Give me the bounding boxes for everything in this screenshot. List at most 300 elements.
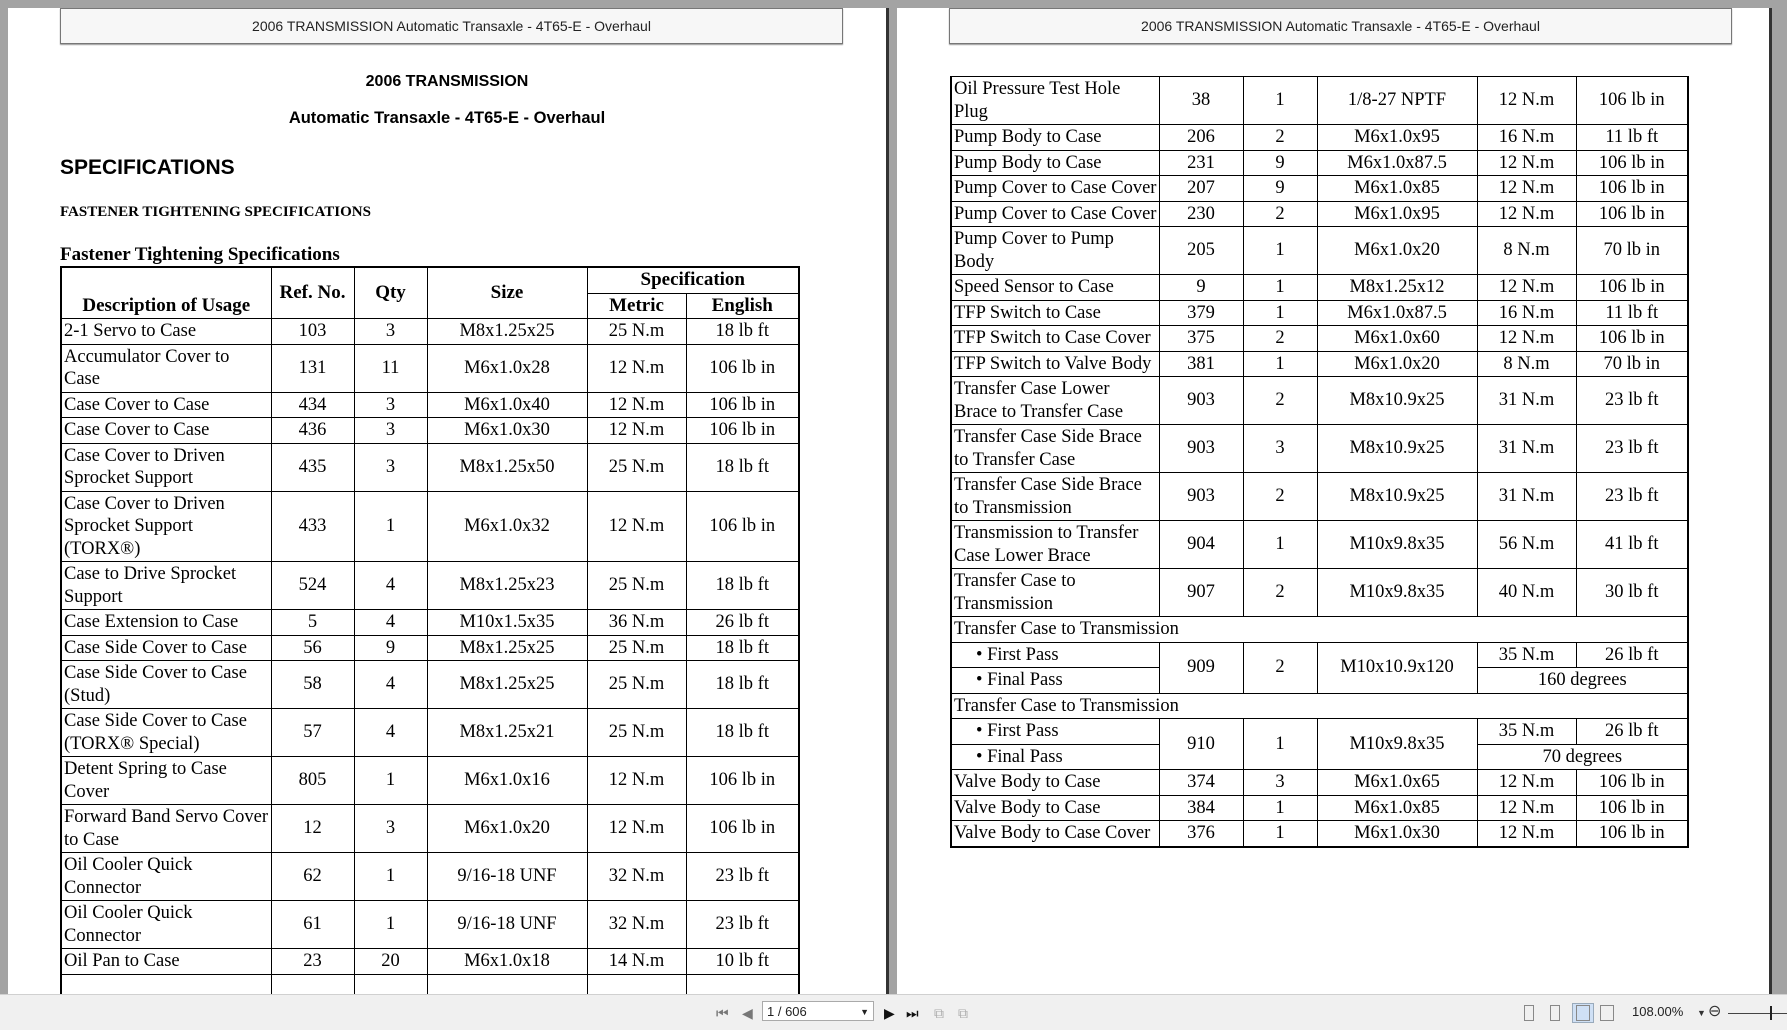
- cell-description: Valve Body to Case Cover: [951, 821, 1159, 847]
- cell-english: 106 lb in: [1576, 201, 1688, 227]
- cell-description: TFP Switch to Case Cover: [951, 326, 1159, 352]
- cell-size: 9/16-18 UNF: [427, 901, 587, 949]
- cell-qty: 3: [354, 319, 427, 345]
- col-specification: Specification: [587, 267, 799, 293]
- cell-metric: 8 N.m: [1477, 227, 1576, 275]
- cell-qty: 3: [354, 392, 427, 418]
- previous-page-icon[interactable]: ◀: [742, 1005, 753, 1021]
- cell-english: 23 lb ft: [686, 853, 799, 901]
- cell-metric: 12 N.m: [1477, 275, 1576, 301]
- cell-size: M8x1.25x25: [427, 661, 587, 709]
- cell-english: 106 lb in: [1576, 821, 1688, 847]
- table-row: [951, 521, 1688, 569]
- table-row: [951, 795, 1688, 821]
- cell-qty: 1: [1243, 821, 1317, 847]
- rotate-counterclockwise-icon[interactable]: ⧉: [934, 1005, 944, 1021]
- cell-ref-no: 909: [1159, 642, 1243, 693]
- cell-qty: 3: [354, 443, 427, 491]
- pass-label: • Final Pass: [951, 668, 1159, 694]
- cell-metric: 31 N.m: [1477, 425, 1576, 473]
- cell-size: M8x10.9x25: [1317, 377, 1477, 425]
- cell-size: M10x9.8x35: [1317, 719, 1477, 770]
- table-row: [951, 227, 1688, 275]
- cell-description: Case Cover to Case: [61, 418, 271, 444]
- cell-ref-no: 379: [1159, 300, 1243, 326]
- cell-metric: 12 N.m: [1477, 77, 1576, 125]
- cell-description: 2-1 Servo to Case: [61, 319, 271, 345]
- table-row: [951, 275, 1688, 301]
- cell-ref-no: 903: [1159, 425, 1243, 473]
- cell-english: 11 lb ft: [1576, 125, 1688, 151]
- table-row: [951, 176, 1688, 202]
- cell-size: M6x1.0x60: [1317, 326, 1477, 352]
- cell-qty: 2: [1243, 377, 1317, 425]
- cell-size: M8x1.25x25: [427, 319, 587, 345]
- cell-metric: 25 N.m: [587, 709, 686, 757]
- cell-english: 18 lb ft: [686, 319, 799, 345]
- pdf-page-right: [897, 8, 1772, 994]
- cell-description: Valve Body to Case: [951, 795, 1159, 821]
- bullet-icon: •: [976, 670, 988, 690]
- cell-description: Transmission to Transfer Case Lower Brace: [951, 521, 1159, 569]
- table-row: [951, 770, 1688, 796]
- last-page-icon[interactable]: ⏭: [906, 1005, 919, 1021]
- table-row: [61, 949, 799, 975]
- table-row: [61, 757, 799, 805]
- cell-ref-no: 374: [1159, 770, 1243, 796]
- cell-metric: 56 N.m: [1477, 521, 1576, 569]
- pass-label: • First Pass: [951, 642, 1159, 668]
- table-row: [951, 569, 1688, 617]
- group-heading: Transfer Case to Transmission: [951, 693, 1688, 719]
- rotate-clockwise-icon[interactable]: ⧉: [958, 1005, 968, 1021]
- cell-description: Case Cover to Case: [61, 392, 271, 418]
- table-row: [61, 805, 799, 853]
- cell-qty: 9: [1243, 150, 1317, 176]
- cell-qty: 11: [354, 344, 427, 392]
- cell-size: M10x1.5x35: [427, 610, 587, 636]
- cell-size: M6x1.0x65: [1317, 770, 1477, 796]
- fastener-spec-table-continued: [950, 76, 1689, 848]
- cell-metric: 12 N.m: [1477, 821, 1576, 847]
- pass-label: • Final Pass: [951, 744, 1159, 770]
- cell-english: 70 lb in: [1576, 351, 1688, 377]
- cell-qty: 3: [1243, 425, 1317, 473]
- cell-qty: 1: [354, 491, 427, 562]
- table-row: [951, 425, 1688, 473]
- cell-description: Pump Cover to Pump Body: [951, 227, 1159, 275]
- col-ref: Ref. No.: [271, 267, 354, 319]
- cell-size: M6x1.0x40: [427, 392, 587, 418]
- cell-metric: 35 N.m: [1477, 719, 1576, 745]
- cell-metric: 36 N.m: [587, 610, 686, 636]
- cell-english: 106 lb in: [1576, 795, 1688, 821]
- cell-size: M6x1.0x16: [427, 757, 587, 805]
- cell-english: 70 lb in: [1576, 227, 1688, 275]
- table-row: [951, 351, 1688, 377]
- table-row: [951, 125, 1688, 151]
- cell-qty: 2: [1243, 125, 1317, 151]
- group-row: [951, 617, 1688, 643]
- cell-qty: 20: [354, 949, 427, 975]
- table-row: [951, 300, 1688, 326]
- cell-ref-no: 231: [1159, 150, 1243, 176]
- cell-metric: [587, 974, 686, 994]
- table-row: [61, 853, 799, 901]
- cell-qty: 3: [354, 418, 427, 444]
- table-row: [61, 491, 799, 562]
- cell-size: M8x1.25x23: [427, 562, 587, 610]
- cell-qty: 1: [1243, 300, 1317, 326]
- cell-ref-no: 904: [1159, 521, 1243, 569]
- cell-qty: 2: [1243, 642, 1317, 693]
- cell-size: M8x1.25x25: [427, 635, 587, 661]
- cell-metric: 12 N.m: [587, 344, 686, 392]
- group-row: [951, 693, 1688, 719]
- cell-final-value: 70 degrees: [1477, 744, 1688, 770]
- cell-description: Case Side Cover to Case: [61, 635, 271, 661]
- table-row: [61, 443, 799, 491]
- zoom-slider[interactable]: [1728, 1013, 1787, 1014]
- cell-size: 1/8-27 NPTF: [1317, 77, 1477, 125]
- cell-size: M6x1.0x87.5: [1317, 300, 1477, 326]
- cell-description: Case Extension to Case: [61, 610, 271, 636]
- table-caption: Fastener Tightening Specifications: [60, 244, 340, 265]
- cell-english: 106 lb in: [1576, 77, 1688, 125]
- cell-english: 18 lb ft: [686, 709, 799, 757]
- cell-english: 23 lb ft: [1576, 377, 1688, 425]
- cell-metric: 25 N.m: [587, 443, 686, 491]
- cell-size: M6x1.0x85: [1317, 795, 1477, 821]
- cell-size: M6x1.0x32: [427, 491, 587, 562]
- cell-ref-no: 62: [271, 853, 354, 901]
- cell-metric: 14 N.m: [587, 949, 686, 975]
- cell-english: 26 lb ft: [686, 610, 799, 636]
- bullet-icon: •: [976, 746, 988, 767]
- col-english: English: [686, 293, 799, 319]
- cell-metric: 16 N.m: [1477, 125, 1576, 151]
- cell-qty: 1: [1243, 521, 1317, 569]
- cell-ref-no: 207: [1159, 176, 1243, 202]
- cell-english: 106 lb in: [686, 418, 799, 444]
- cell-size: M6x1.0x95: [1317, 125, 1477, 151]
- cell-english: 11 lb ft: [1576, 300, 1688, 326]
- cell-english: 23 lb ft: [1576, 473, 1688, 521]
- cell-english: 106 lb in: [1576, 150, 1688, 176]
- cell-size: M10x9.8x35: [1317, 521, 1477, 569]
- cell-english: 18 lb ft: [686, 635, 799, 661]
- cell-ref-no: 384: [1159, 795, 1243, 821]
- cell-english: 106 lb in: [686, 491, 799, 562]
- cell-description: Pump Body to Case: [951, 125, 1159, 151]
- cell-qty: 1: [1243, 351, 1317, 377]
- cell-qty: 4: [354, 661, 427, 709]
- cell-metric: 32 N.m: [587, 901, 686, 949]
- cell-description: Case to Drive Sprocket Support: [61, 562, 271, 610]
- two-page-continuous-view-icon[interactable]: [1598, 1003, 1616, 1023]
- col-qty: Qty: [354, 267, 427, 319]
- table-row: [61, 319, 799, 345]
- cell-metric: 12 N.m: [587, 392, 686, 418]
- table-row: [61, 661, 799, 709]
- cell-size: M8x10.9x25: [1317, 473, 1477, 521]
- cell-qty: 1: [1243, 795, 1317, 821]
- cell-size: 9/16-18 UNF: [427, 853, 587, 901]
- cell-qty: 1: [1243, 275, 1317, 301]
- cell-qty: 1: [354, 757, 427, 805]
- cell-description: Transfer Case Side Brace to Transfer Case: [951, 425, 1159, 473]
- cell-description: Forward Band Servo Cover to Case: [61, 805, 271, 853]
- cell-metric: 25 N.m: [587, 635, 686, 661]
- cell-ref-no: 12: [271, 805, 354, 853]
- table-row: [61, 392, 799, 418]
- cell-size: M6x1.0x18: [427, 949, 587, 975]
- cell-english: 106 lb in: [1576, 176, 1688, 202]
- pdf-page-left: [8, 8, 889, 994]
- cell-ref-no: 805: [271, 757, 354, 805]
- two-page-view-icon[interactable]: [1572, 1003, 1594, 1023]
- cell-size: M6x1.0x28: [427, 344, 587, 392]
- cell-ref-no: 57: [271, 709, 354, 757]
- cell-qty: 9: [1243, 176, 1317, 202]
- cell-ref-no: 9: [1159, 275, 1243, 301]
- cell-qty: 1: [354, 901, 427, 949]
- cell-qty: 1: [1243, 227, 1317, 275]
- zoom-slider-thumb[interactable]: [1770, 1006, 1772, 1020]
- col-size: Size: [427, 267, 587, 319]
- first-page-icon[interactable]: ⏮: [716, 1005, 729, 1021]
- cell-size: M6x1.0x30: [1317, 821, 1477, 847]
- cell-ref-no: 23: [271, 949, 354, 975]
- cell-english: 41 lb ft: [1576, 521, 1688, 569]
- cell-metric: 8 N.m: [1477, 351, 1576, 377]
- cell-ref-no: 38: [1159, 77, 1243, 125]
- cell-ref-no: 205: [1159, 227, 1243, 275]
- cell-description: Valve Body to Case: [951, 770, 1159, 796]
- zoom-level[interactable]: 108.00%: [1632, 1004, 1684, 1019]
- cell-metric: 12 N.m: [1477, 770, 1576, 796]
- cell-metric: 12 N.m: [1477, 201, 1576, 227]
- cell-ref-no: 56: [271, 635, 354, 661]
- col-metric: Metric: [587, 293, 686, 319]
- cell-english: 26 lb ft: [1576, 642, 1688, 668]
- cell-metric: 12 N.m: [1477, 326, 1576, 352]
- table-row: [61, 418, 799, 444]
- cell-ref-no: 435: [271, 443, 354, 491]
- page-number-value: 1 / 606: [767, 1004, 807, 1019]
- cell-qty: 2: [1243, 569, 1317, 617]
- cell-qty: 1: [354, 853, 427, 901]
- bullet-icon: •: [976, 644, 988, 665]
- table-row: [61, 635, 799, 661]
- cell-ref-no: 910: [1159, 719, 1243, 770]
- cell-english: 10 lb ft: [686, 949, 799, 975]
- chevron-down-icon[interactable]: ▼: [860, 1007, 869, 1017]
- cell-qty: 9: [354, 635, 427, 661]
- cell-description: Pump Cover to Case Cover: [951, 176, 1159, 202]
- cell-ref-no: 103: [271, 319, 354, 345]
- pass-label: • First Pass: [951, 719, 1159, 745]
- cell-qty: 2: [1243, 473, 1317, 521]
- cell-qty: 3: [354, 805, 427, 853]
- table-row: [951, 642, 1688, 668]
- table-row: [951, 201, 1688, 227]
- subsection-heading: FASTENER TIGHTENING SPECIFICATIONS: [60, 204, 371, 220]
- cell-metric: 31 N.m: [1477, 377, 1576, 425]
- cell-description: Transfer Case Lower Brace to Transfer Case: [951, 377, 1159, 425]
- cell-ref-no: 907: [1159, 569, 1243, 617]
- cell-qty: 4: [354, 709, 427, 757]
- cell-metric: 25 N.m: [587, 319, 686, 345]
- cell-metric: 25 N.m: [587, 661, 686, 709]
- cell-ref-no: 376: [1159, 821, 1243, 847]
- cell-size: M6x1.0x30: [427, 418, 587, 444]
- cell-description: Case Side Cover to Case (Stud): [61, 661, 271, 709]
- running-header: 2006 TRANSMISSION Automatic Transaxle - 4T65-E - Overhaul: [949, 8, 1732, 44]
- zoom-dropdown-icon[interactable]: ▼: [1697, 1008, 1706, 1018]
- cell-final-value: 160 degrees: [1477, 668, 1688, 694]
- table-row: [951, 473, 1688, 521]
- cell-english: 106 lb in: [1576, 326, 1688, 352]
- table-row: [951, 326, 1688, 352]
- cell-size: M10x10.9x120: [1317, 642, 1477, 693]
- cell-size: M6x1.0x87.5: [1317, 150, 1477, 176]
- cell-description: Transfer Case to Transmission: [951, 569, 1159, 617]
- cell-size: M10x9.8x35: [1317, 569, 1477, 617]
- single-page-view-icon[interactable]: [1520, 1003, 1538, 1023]
- cell-size: M8x1.25x21: [427, 709, 587, 757]
- cell-english: [686, 974, 799, 994]
- cell-english: 23 lb ft: [1576, 425, 1688, 473]
- cell-english: 106 lb in: [686, 344, 799, 392]
- cell-ref-no: [271, 974, 354, 994]
- cell-qty: 4: [354, 562, 427, 610]
- document-subtitle: Automatic Transaxle - 4T65-E - Overhaul: [288, 109, 606, 127]
- cell-size: M8x10.9x25: [1317, 425, 1477, 473]
- group-heading: Transfer Case to Transmission: [951, 617, 1688, 643]
- cell-description: Oil Cooler Quick Connector: [61, 853, 271, 901]
- table-row: [61, 610, 799, 636]
- cell-metric: 32 N.m: [587, 853, 686, 901]
- cell-ref-no: 434: [271, 392, 354, 418]
- table-row: [61, 901, 799, 949]
- cell-metric: 12 N.m: [1477, 150, 1576, 176]
- cell-qty: [354, 974, 427, 994]
- cell-qty: 2: [1243, 326, 1317, 352]
- cell-metric: 25 N.m: [587, 562, 686, 610]
- bullet-icon: •: [976, 721, 988, 741]
- col-description: Description of Usage: [61, 267, 271, 319]
- next-page-icon[interactable]: ▶: [884, 1005, 895, 1021]
- cell-ref-no: 903: [1159, 377, 1243, 425]
- cell-size: M6x1.0x85: [1317, 176, 1477, 202]
- cell-english: 18 lb ft: [686, 443, 799, 491]
- cell-english: 106 lb in: [1576, 770, 1688, 796]
- table-row: [61, 709, 799, 757]
- cell-ref-no: 381: [1159, 351, 1243, 377]
- continuous-view-icon[interactable]: [1546, 1003, 1564, 1023]
- cell-metric: 12 N.m: [587, 805, 686, 853]
- cell-ref-no: 436: [271, 418, 354, 444]
- cell-ref-no: 5: [271, 610, 354, 636]
- cell-ref-no: 61: [271, 901, 354, 949]
- cell-description: Pump Body to Case: [951, 150, 1159, 176]
- cell-size: M6x1.0x20: [427, 805, 587, 853]
- cell-english: 18 lb ft: [686, 661, 799, 709]
- cell-metric: 40 N.m: [1477, 569, 1576, 617]
- cell-size: M8x1.25x12: [1317, 275, 1477, 301]
- running-header: 2006 TRANSMISSION Automatic Transaxle - 4T65-E - Overhaul: [60, 8, 843, 44]
- table-row: [951, 77, 1688, 125]
- cell-size: [427, 974, 587, 994]
- cell-size: M6x1.0x20: [1317, 351, 1477, 377]
- section-heading: SPECIFICATIONS: [60, 156, 235, 179]
- cell-ref-no: 433: [271, 491, 354, 562]
- table-row: [951, 719, 1688, 745]
- cell-description: Oil Pan to Case: [61, 949, 271, 975]
- cell-metric: 12 N.m: [587, 418, 686, 444]
- cell-metric: 12 N.m: [1477, 176, 1576, 202]
- cell-description: TFP Switch to Valve Body: [951, 351, 1159, 377]
- cell-metric: 12 N.m: [587, 491, 686, 562]
- cell-metric: 12 N.m: [1477, 795, 1576, 821]
- cell-size: M8x1.25x50: [427, 443, 587, 491]
- table-row: [951, 821, 1688, 847]
- cell-metric: 16 N.m: [1477, 300, 1576, 326]
- cell-ref-no: 524: [271, 562, 354, 610]
- cell-description: [61, 974, 271, 994]
- cell-english: 26 lb ft: [1576, 719, 1688, 745]
- cell-qty: 1: [1243, 719, 1317, 770]
- pdf-toolbar: [0, 994, 1787, 1030]
- table-row: [951, 150, 1688, 176]
- cell-english: 18 lb ft: [686, 562, 799, 610]
- cell-english: 30 lb ft: [1576, 569, 1688, 617]
- cell-qty: 4: [354, 610, 427, 636]
- cell-english: 106 lb in: [686, 757, 799, 805]
- cell-qty: 3: [1243, 770, 1317, 796]
- zoom-out-icon[interactable]: ⊖: [1708, 1003, 1722, 1020]
- cell-description: Case Cover to Driven Sprocket Support (TORX®): [61, 491, 271, 562]
- cell-english: 106 lb in: [1576, 275, 1688, 301]
- cell-english: 23 lb ft: [686, 901, 799, 949]
- cell-metric: 12 N.m: [587, 757, 686, 805]
- cell-description: Oil Pressure Test Hole Plug: [951, 77, 1159, 125]
- page-number-input[interactable]: [762, 1001, 874, 1021]
- fastener-spec-table: [60, 266, 800, 994]
- table-row: [951, 377, 1688, 425]
- cell-description: Pump Cover to Case Cover: [951, 201, 1159, 227]
- cell-ref-no: 58: [271, 661, 354, 709]
- cell-metric: 35 N.m: [1477, 642, 1576, 668]
- cell-description: Detent Spring to Case Cover: [61, 757, 271, 805]
- cell-description: Case Side Cover to Case (TORX® Special): [61, 709, 271, 757]
- cell-ref-no: 230: [1159, 201, 1243, 227]
- cell-ref-no: 206: [1159, 125, 1243, 151]
- cell-qty: 1: [1243, 77, 1317, 125]
- cell-metric: 31 N.m: [1477, 473, 1576, 521]
- table-row: [61, 974, 799, 994]
- cell-english: 106 lb in: [686, 805, 799, 853]
- cell-description: Speed Sensor to Case: [951, 275, 1159, 301]
- document-title: 2006 TRANSMISSION: [365, 73, 529, 90]
- cell-description: TFP Switch to Case: [951, 300, 1159, 326]
- cell-ref-no: 375: [1159, 326, 1243, 352]
- cell-description: Accumulator Cover to Case: [61, 344, 271, 392]
- table-row: [61, 562, 799, 610]
- cell-size: M6x1.0x20: [1317, 227, 1477, 275]
- cell-ref-no: 131: [271, 344, 354, 392]
